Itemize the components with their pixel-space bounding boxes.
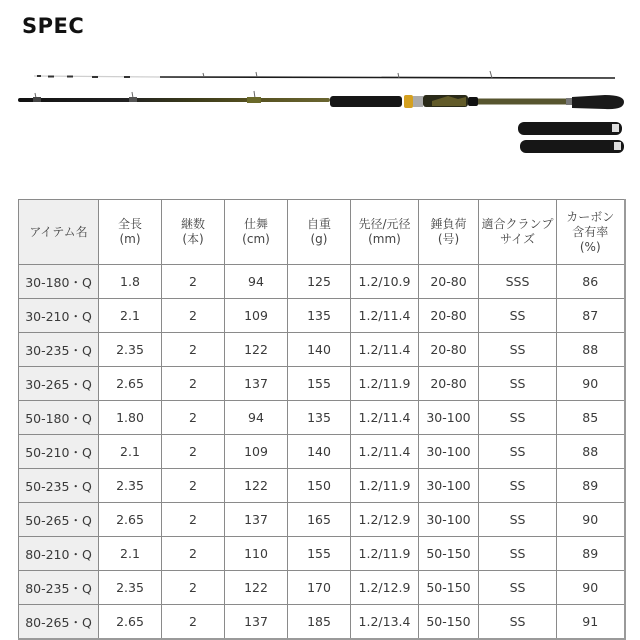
cell-sections: 2	[162, 571, 225, 605]
table-row	[19, 605, 625, 640]
cell-clamp-size: SS	[479, 503, 557, 537]
cell-clamp-size: SS	[479, 537, 557, 571]
header-closed-length	[225, 200, 288, 265]
cell-clamp-size: SS	[479, 605, 557, 640]
cell-sections: 2	[162, 537, 225, 571]
gold-ring	[404, 95, 413, 108]
cell-total-length: 2.35	[99, 571, 162, 605]
cell-sections: 2	[162, 435, 225, 469]
cell-clamp-size: SS	[479, 401, 557, 435]
cell-carbon-content: 90	[557, 367, 625, 401]
cell-tip-butt-diameter: 1.2/11.9	[351, 469, 419, 503]
cell-carbon-content: 87	[557, 299, 625, 333]
header-total-length	[99, 200, 162, 265]
cell-tip-butt-diameter: 1.2/11.4	[351, 333, 419, 367]
cell-closed-length: 94	[225, 265, 288, 299]
cell-tip-butt-diameter: 1.2/10.9	[351, 265, 419, 299]
cell-item-name: 30-210・Q	[19, 299, 99, 333]
cell-item-name: 50-180・Q	[19, 401, 99, 435]
cell-weight: 155	[288, 537, 351, 571]
cell-clamp-size: SS	[479, 367, 557, 401]
header-item-name	[19, 200, 99, 265]
cell-closed-length: 122	[225, 333, 288, 367]
cell-sections: 2	[162, 401, 225, 435]
cell-item-name: 50-265・Q	[19, 503, 99, 537]
header-lure-weight	[419, 200, 479, 265]
header-text: 仕舞	[243, 217, 268, 231]
cell-weight: 125	[288, 265, 351, 299]
header-text: 自重	[306, 217, 331, 231]
cell-lure-weight: 20-80	[419, 333, 479, 367]
cell-item-name: 30-235・Q	[19, 333, 99, 367]
header-text: 継数	[180, 217, 205, 231]
cell-closed-length: 137	[225, 503, 288, 537]
cell-total-length: 2.35	[99, 469, 162, 503]
header-sections	[162, 200, 225, 265]
cell-item-name: 80-235・Q	[19, 571, 99, 605]
cell-tip-butt-diameter: 1.2/11.4	[351, 299, 419, 333]
cell-tip-butt-diameter: 1.2/11.9	[351, 537, 419, 571]
cell-lure-weight: 50-150	[419, 537, 479, 571]
table-row	[19, 503, 625, 537]
cell-carbon-content: 88	[557, 435, 625, 469]
header-text: (g)	[310, 232, 328, 246]
cell-carbon-content: 86	[557, 265, 625, 299]
cell-total-length: 1.8	[99, 265, 162, 299]
cell-weight: 150	[288, 469, 351, 503]
cell-clamp-size: SS	[479, 333, 557, 367]
cell-total-length: 2.65	[99, 503, 162, 537]
cell-closed-length: 109	[225, 299, 288, 333]
cell-clamp-size: SS	[479, 469, 557, 503]
cell-carbon-content: 89	[557, 537, 625, 571]
cell-total-length: 2.1	[99, 299, 162, 333]
cell-closed-length: 122	[225, 571, 288, 605]
cell-clamp-size: SSS	[479, 265, 557, 299]
header-text: (cm)	[242, 232, 270, 246]
cell-item-name: 50-235・Q	[19, 469, 99, 503]
header-text: (%)	[579, 239, 601, 254]
cell-total-length: 2.1	[99, 435, 162, 469]
cell-carbon-content: 90	[557, 571, 625, 605]
cell-carbon-content: 90	[557, 503, 625, 537]
table-row	[19, 571, 625, 605]
cell-item-name: 80-210・Q	[19, 537, 99, 571]
cell-closed-length: 122	[225, 469, 288, 503]
header-text: (mm)	[368, 232, 401, 246]
table-row	[19, 299, 625, 333]
cell-carbon-content: 89	[557, 469, 625, 503]
rod-tip-section	[34, 71, 615, 78]
header-text: 錘負荷	[430, 217, 467, 231]
cell-carbon-content: 85	[557, 401, 625, 435]
cell-sections: 2	[162, 333, 225, 367]
header-text: 適合クランプ	[481, 217, 554, 231]
header-carbon-content	[557, 200, 625, 265]
cell-tip-butt-diameter: 1.2/11.9	[351, 367, 419, 401]
cell-lure-weight: 30-100	[419, 435, 479, 469]
cell-total-length: 2.35	[99, 333, 162, 367]
cell-lure-weight: 20-80	[419, 265, 479, 299]
table-row	[19, 333, 625, 367]
cell-item-name: 30-265・Q	[19, 367, 99, 401]
header-text: (本)	[182, 232, 204, 246]
table-row	[19, 265, 625, 299]
cell-total-length: 1.80	[99, 401, 162, 435]
cell-lure-weight: 50-150	[419, 571, 479, 605]
cell-sections: 2	[162, 367, 225, 401]
header-row	[19, 200, 625, 265]
cell-item-name: 50-210・Q	[19, 435, 99, 469]
cell-weight: 170	[288, 571, 351, 605]
header-text: (m)	[119, 232, 141, 246]
cell-tip-butt-diameter: 1.2/12.9	[351, 571, 419, 605]
cell-lure-weight: 20-80	[419, 367, 479, 401]
cell-item-name: 30-180・Q	[19, 265, 99, 299]
cell-sections: 2	[162, 299, 225, 333]
header-text: サイズ	[499, 232, 536, 246]
cell-weight: 155	[288, 367, 351, 401]
table-row	[19, 367, 625, 401]
cell-total-length: 2.65	[99, 367, 162, 401]
cell-closed-length: 109	[225, 435, 288, 469]
cell-total-length: 2.65	[99, 605, 162, 640]
cell-clamp-size: SS	[479, 571, 557, 605]
header-weight	[288, 200, 351, 265]
cell-weight: 165	[288, 503, 351, 537]
cell-closed-length: 137	[225, 605, 288, 640]
table-row	[19, 537, 625, 571]
cell-lure-weight: 30-100	[419, 401, 479, 435]
cell-closed-length: 110	[225, 537, 288, 571]
cell-weight: 135	[288, 401, 351, 435]
cell-closed-length: 94	[225, 401, 288, 435]
spec-table	[18, 199, 626, 640]
cell-closed-length: 137	[225, 367, 288, 401]
header-text: カーボン	[566, 209, 615, 224]
cell-clamp-size: SS	[479, 435, 557, 469]
cell-tip-butt-diameter: 1.2/13.4	[351, 605, 419, 640]
table-row	[19, 401, 625, 435]
table-row	[19, 435, 625, 469]
cell-tip-butt-diameter: 1.2/12.9	[351, 503, 419, 537]
cell-lure-weight: 30-100	[419, 503, 479, 537]
header-text: アイテム名	[29, 224, 88, 239]
cell-weight: 185	[288, 605, 351, 640]
cell-lure-weight: 50-150	[419, 605, 479, 640]
cell-sections: 2	[162, 503, 225, 537]
butt-cap	[572, 95, 624, 109]
fishing-rod-image	[0, 60, 640, 160]
cell-weight: 140	[288, 435, 351, 469]
header-text: 先径/元径	[358, 217, 411, 231]
header-text: 含有率	[572, 224, 609, 239]
cell-weight: 135	[288, 299, 351, 333]
header-tip-butt-diameter	[351, 200, 419, 265]
rod-belts	[518, 122, 624, 153]
fore-grip	[330, 96, 402, 107]
cell-tip-butt-diameter: 1.2/11.4	[351, 401, 419, 435]
cell-sections: 2	[162, 605, 225, 640]
cell-weight: 140	[288, 333, 351, 367]
rod-butt-section	[18, 91, 624, 109]
cell-lure-weight: 20-80	[419, 299, 479, 333]
cell-item-name: 80-265・Q	[19, 605, 99, 640]
header-clamp-size	[479, 200, 557, 265]
page-title: SPEC	[22, 14, 85, 38]
header-text: (号)	[437, 232, 460, 246]
cell-total-length: 2.1	[99, 537, 162, 571]
cell-sections: 2	[162, 469, 225, 503]
cell-lure-weight: 30-100	[419, 469, 479, 503]
cell-sections: 2	[162, 265, 225, 299]
cell-clamp-size: SS	[479, 299, 557, 333]
header-text: 全長	[117, 217, 142, 231]
cell-tip-butt-diameter: 1.2/11.4	[351, 435, 419, 469]
table-row	[19, 469, 625, 503]
cell-carbon-content: 88	[557, 333, 625, 367]
cell-carbon-content: 91	[557, 605, 625, 640]
